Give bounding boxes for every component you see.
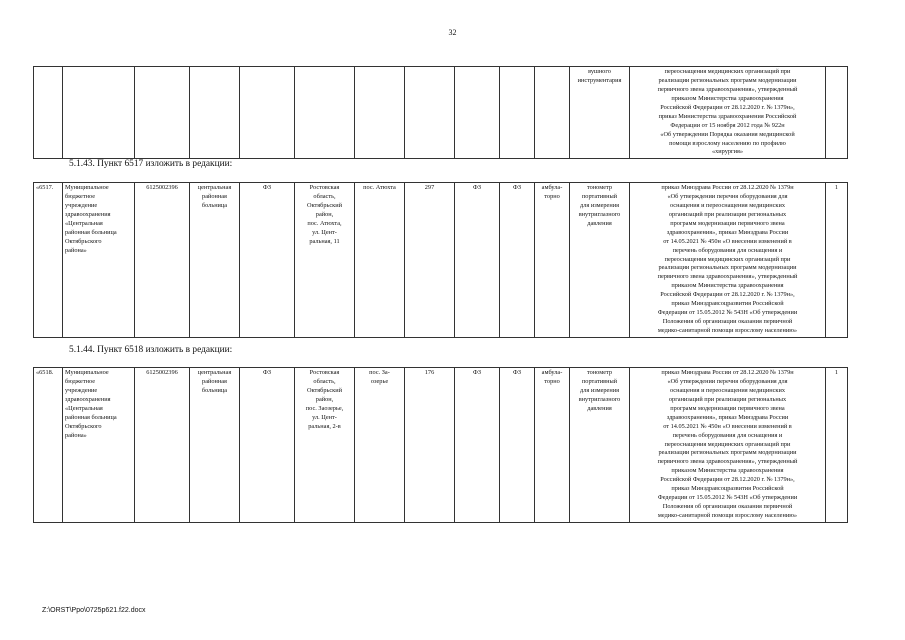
cell-settlement: пос. За- озерье xyxy=(355,368,405,523)
cell-tools: вушного инструментария xyxy=(570,67,630,159)
cell-qty: 1 xyxy=(826,368,848,523)
section-heading-6517: 5.1.43. Пункт 6517 изложить в редакции: xyxy=(69,159,233,169)
table-6518 xyxy=(33,367,848,523)
cell-inn xyxy=(135,67,190,159)
cell-basis: переоснащения медицинских организаций при реализации региональных программ модернизации первичного звена здравоохранения», утвержденный приказом Министерства здравоохранения Российской Федерации от 28.12.2020 г. № 1379н», приказ Министерства здравоохранения Российской Федерации от 15 ноября 2012 года № 922н «Об утверждении Порядка оказания медицинской помощи взрослому населению по профилю «хирургия» xyxy=(630,67,826,159)
cell-inn: 6125002396 xyxy=(135,183,190,338)
cell-population: 297 xyxy=(405,183,455,338)
cell-basis: приказ Минздрава России от 28.12.2020 № 1379н «Об утверждении перечня оборудования для оснащения и переоснащения медицинских организаций при реализации региональных программ модернизации первичного звена здравоохранения», приказ Минздрава России от 14.05.2021 № 450н «О внесении изменений в перечень оборудования для оснащения и переоснащения медицинских организаций при реализации региональных программ модернизации первичного звена здравоохранения», утвержденный приказом Министерства здравоохранения Российской Федерации от 28.12.2020 г. № 1379н», приказ Минздравсоцразвития Российской Федерации от 15.05.2012 № 543Н «Об утверждении Положения об организации оказания первичной медико-санитарной помощи взрослому населению» xyxy=(630,368,826,523)
cell-address: Ростовская область, Октябрьский район, пос. Атюхта, ул. Цент- ральная, 11 xyxy=(295,183,355,338)
cell-qty xyxy=(826,67,848,159)
cell-care: амбула- торно xyxy=(535,368,570,523)
cell-fz1 xyxy=(240,67,295,159)
cell-fz3: ФЗ xyxy=(500,368,535,523)
cell-fz2 xyxy=(455,67,500,159)
footer-file-path: Z:\ORST\Ppo\0725p621.f22.docx xyxy=(42,607,146,614)
section-heading-6518: 5.1.44. Пункт 6518 изложить в редакции: xyxy=(69,345,233,355)
cell-type xyxy=(190,67,240,159)
cell-fz2: ФЗ xyxy=(455,183,500,338)
table-6517 xyxy=(33,182,848,338)
cell-fz1: ФЗ xyxy=(240,183,295,338)
cell-settlement: пос. Атюхта xyxy=(355,183,405,338)
cell-org: Муниципальное бюджетное учреждение здравоохранения «Центральная районная больница Октябрьского района» xyxy=(63,183,135,338)
table-row xyxy=(34,368,848,523)
cell-org xyxy=(63,67,135,159)
continuation-table xyxy=(33,66,848,159)
cell-fz2: ФЗ xyxy=(455,368,500,523)
cell-care xyxy=(535,67,570,159)
cell-fz1: ФЗ xyxy=(240,368,295,523)
table-row xyxy=(34,67,848,159)
cell-num: «6517. xyxy=(34,183,63,338)
cell-device: тонометр портативный для измерения внутриглазного давления xyxy=(570,368,630,523)
table-row xyxy=(34,183,848,338)
cell-address: Ростовская область, Октябрьский район, пос. Заозерье, ул. Цент- ральная, 2-в xyxy=(295,368,355,523)
cell-org: Муниципальное бюджетное учреждение здравоохранения «Центральная районная больница Октябрьского района» xyxy=(63,368,135,523)
cell-population xyxy=(405,67,455,159)
cell-num xyxy=(34,67,63,159)
cell-basis: приказ Минздрава России от 28.12.2020 № 1379н «Об утверждении перечня оборудования для оснащения и переоснащения медицинских организаций при реализации региональных программ модернизации первичного звена здравоохранения», приказ Минздрава России от 14.05.2021 № 450н «О внесении изменений в перечень оборудования для оснащения и переоснащения медицинских организаций при реализации региональных программ модернизации первичного звена здравоохранения», утвержденный приказом Министерства здравоохранения Российской Федерации от 28.12.2020 г. № 1379н», приказ Минздравсоцразвития Российской Федерации от 15.05.2012 № 543Н «Об утверждении Положения об организации оказания первичной медико-санитарной помощи взрослому населению» xyxy=(630,183,826,338)
cell-settlement xyxy=(355,67,405,159)
cell-care: амбула- торно xyxy=(535,183,570,338)
cell-fz3: ФЗ xyxy=(500,183,535,338)
cell-population: 176 xyxy=(405,368,455,523)
cell-type: центральная районная больница xyxy=(190,368,240,523)
cell-type: центральная районная больница xyxy=(190,183,240,338)
page-number: 32 xyxy=(448,28,457,37)
cell-qty: 1 xyxy=(826,183,848,338)
cell-num: «6518. xyxy=(34,368,63,523)
cell-fz3 xyxy=(500,67,535,159)
cell-inn: 6125002396 xyxy=(135,368,190,523)
cell-device: тонометр портативный для измерения внутриглазного давления xyxy=(570,183,630,338)
cell-address xyxy=(295,67,355,159)
